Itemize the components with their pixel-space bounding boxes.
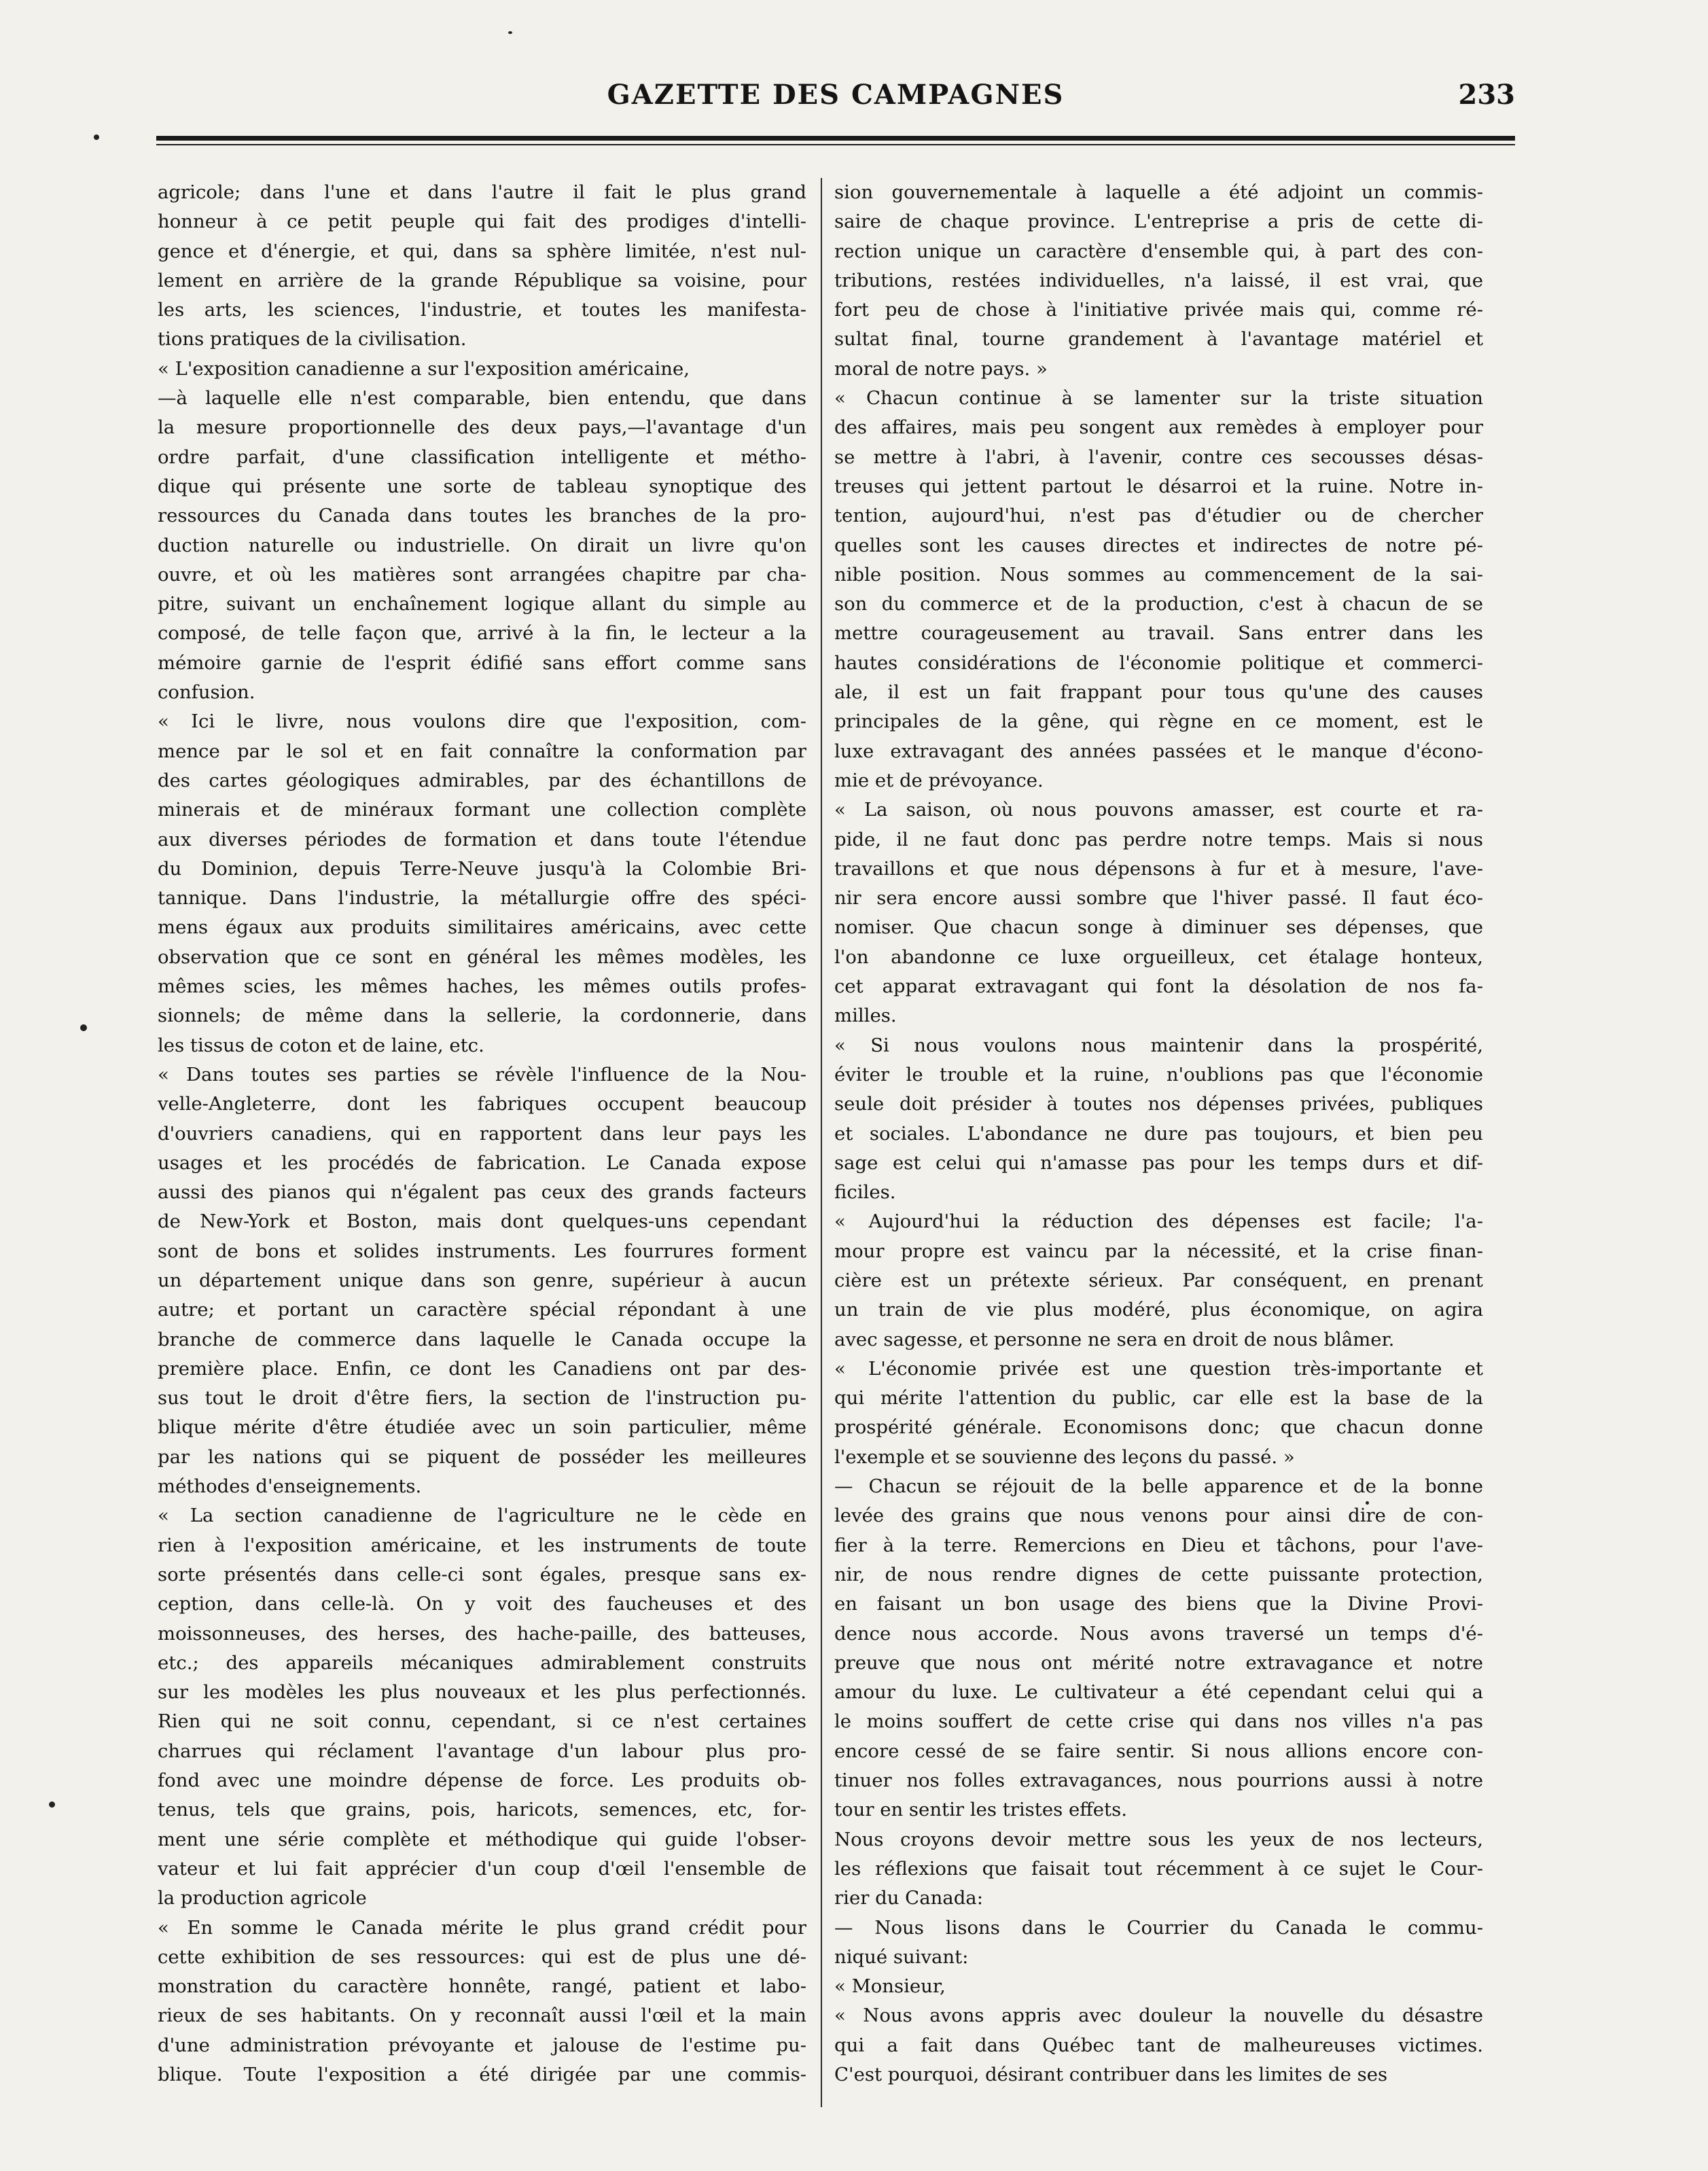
text-line: qui mérite l'attention du public, car elle est la base de la (834, 1387, 1483, 1410)
text-line: rier du Canada: (834, 1887, 983, 1909)
text-line: sur les modèles les plus nouveaux et les plus perfectionnés. (158, 1681, 806, 1704)
text-line: composé, de telle façon que, arrivé à la fin, le lecteur a la (158, 622, 806, 645)
text-line: autre; et portant un caractère spécial répondant à une (158, 1299, 806, 1321)
text-line: « La section canadienne de l'agriculture ne le cède en (158, 1505, 806, 1527)
text-line: mêmes scies, les mêmes haches, les mêmes outils profes- (158, 975, 806, 998)
text-line: nir, de nous rendre dignes de cette puissante protection, (834, 1563, 1483, 1585)
text-line: dence nous accorde. Nous avons traversé un temps d'é- (834, 1622, 1483, 1645)
text-line: « L'économie privée est une question très-importante et (834, 1357, 1483, 1380)
text-line: méthodes d'enseignements. (158, 1475, 422, 1498)
text-line: pide, il ne faut donc pas perdre notre temps. Mais si nous (834, 828, 1483, 850)
text-line: tions pratiques de la civilisation. (158, 328, 467, 351)
header-rule-thin (156, 144, 1515, 145)
text-line: C'est pourquoi, désirant contribuer dans les limites de ses (834, 2064, 1388, 2085)
text-line: éviter le trouble et la ruine, n'oublions pas que l'économie (834, 1063, 1483, 1086)
text-line: saire de chaque province. L'entreprise a pris de cette di- (834, 211, 1483, 233)
text-line: — Nous lisons dans le Courrier du Canada le commu- (834, 1916, 1483, 1939)
text-line: niqué suivant: (834, 1945, 969, 1968)
text-line: rien à l'exposition américaine, et les instruments de toute (158, 1534, 806, 1556)
text-line: son du commerce et de la production, c'est à chacun de se (834, 593, 1483, 615)
text-line: nible position. Nous sommes au commencement de la sai- (834, 563, 1483, 586)
text-line: preuve que nous ont mérité notre extravagance et notre (834, 1651, 1483, 1674)
ink-speck (94, 134, 99, 140)
text-line: « Aujourd'hui la réduction des dépenses est facile; l'a- (834, 1210, 1483, 1233)
text-line: des affaires, mais peu songent aux remèdes à employer pour (834, 416, 1483, 439)
text-line: ment une série complète et méthodique qui guide l'obser- (158, 1828, 806, 1850)
text-line: qui a fait dans Québec tant de malheureuses victimes. (834, 2034, 1483, 2056)
text-line: sultat final, tourne grandement à l'avantage matériel et (834, 328, 1483, 351)
text-line: aussi des pianos qui n'égalent pas ceux des grands facteurs (158, 1181, 806, 1204)
text-line: cet apparat extravagant qui font la désolation de nos fa- (834, 975, 1483, 998)
text-line: tenus, tels que grains, pois, haricots, semences, etc, for- (158, 1799, 806, 1821)
text-line: rieux de ses habitants. On y reconnaît aussi l'œil et la main (158, 2005, 806, 2027)
text-line: mens égaux aux produits similitaires américains, avec cette (158, 916, 806, 939)
text-line: et sociales. L'abondance ne dure pas toujours, et bien peu (834, 1122, 1483, 1145)
text-line: « Ici le livre, nous voulons dire que l'exposition, com- (158, 711, 806, 733)
text-line: « La saison, où nous pouvons amasser, est courte et ra- (834, 799, 1483, 821)
text-line: rection unique un caractère d'ensemble qui, à part des con- (834, 240, 1483, 262)
text-line: vateur et lui fait apprécier d'un coup d'œil l'ensemble de (158, 1857, 806, 1880)
text-line: observation que ce sont en général les mêmes modèles, les (158, 946, 806, 968)
text-line: mence par le sol et en fait connaître la conformation par (158, 740, 806, 762)
text-line: usages et les procédés de fabrication. Le Canada expose (158, 1151, 806, 1174)
text-line: sionnels; de même dans la sellerie, la cordonnerie, dans (158, 1005, 806, 1027)
page-number: 233 (1458, 79, 1515, 111)
text-line: les arts, les sciences, l'industrie, et toutes les manifesta- (158, 299, 806, 321)
text-line: principales de la gêne, qui règne en ce moment, est le (834, 711, 1483, 733)
text-line: gence et d'énergie, et qui, dans sa sphère limitée, n'est nul- (158, 240, 806, 262)
text-line: ficiles. (834, 1181, 896, 1204)
text-line: d'une administration prévoyante et jalouse de l'estime pu- (158, 2034, 806, 2056)
text-line: charrues qui réclament l'avantage d'un labour plus pro- (158, 1740, 806, 1762)
text-line: etc.; des appareils mécaniques admirablement construits (158, 1651, 806, 1674)
text-line: tention, aujourd'hui, n'est pas d'étudier ou de chercher (834, 505, 1483, 527)
text-line: les réflexions que faisait tout récemment à ce sujet le Cour- (834, 1857, 1483, 1880)
text-line: mour propre est vaincu par la nécessité, et la crise finan- (834, 1240, 1483, 1262)
text-line: la mesure proportionnelle des deux pays,—l'avantage d'un (158, 416, 806, 439)
text-line: « Si nous voulons nous maintenir dans la prospérité, (834, 1034, 1483, 1056)
text-line: cette exhibition de ses ressources: qui est de plus une dé- (158, 1945, 806, 1968)
text-line: se mettre à l'abri, à l'avenir, contre ces secousses désas- (834, 446, 1483, 468)
text-line: l'on abandonne ce luxe orgueilleux, cet étalage honteux, (834, 946, 1483, 968)
text-line: prospérité générale. Economisons donc; que chacun donne (834, 1416, 1483, 1439)
text-line: sorte présentés dans celle-ci sont égales, presque sans ex- (158, 1563, 806, 1585)
text-line: première place. Enfin, ce dont les Canadiens ont par des- (158, 1357, 806, 1380)
text-line: par les nations qui se piquent de posséder les meilleures (158, 1446, 806, 1468)
text-line: amour du luxe. Le cultivateur a été cependant celui qui a (834, 1681, 1483, 1704)
text-line: duction naturelle ou industrielle. On dirait un livre qu'on (158, 534, 806, 556)
text-line: Rien qui ne soit connu, cependant, si ce n'est certaines (158, 1710, 806, 1733)
text-line: « Monsieur, (834, 1975, 946, 1998)
text-line: pitre, suivant un enchaînement logique allant du simple au (158, 593, 806, 615)
text-line: des cartes géologiques admirables, par des échantillons de (158, 769, 806, 791)
text-line: fond avec une moindre dépense de force. Les produits ob- (158, 1770, 806, 1792)
ink-speck (80, 1024, 87, 1031)
text-line: travaillons et que nous dépensons à fur et à mesure, l'ave- (834, 857, 1483, 880)
text-line: « Nous avons appris avec douleur la nouvelle du désastre (834, 2005, 1483, 2027)
text-line: mie et de prévoyance. (834, 769, 1044, 791)
ink-speck (508, 31, 512, 34)
text-line: tinuer nos folles extravagances, nous pourrions aussi à notre (834, 1770, 1483, 1792)
text-line: branche de commerce dans laquelle le Canada occupe la (158, 1328, 806, 1350)
newspaper-title: GAZETTE DES CAMPAGNES (607, 79, 1065, 111)
text-line: milles. (834, 1005, 897, 1027)
text-line: seule doit présider à toutes nos dépenses privées, publiques (834, 1093, 1483, 1115)
ink-speck (1366, 1501, 1369, 1505)
text-line: d'ouvriers canadiens, qui en rapportent dans leur pays les (158, 1122, 806, 1145)
text-line: Nous croyons devoir mettre sous les yeux de nos lecteurs, (834, 1828, 1483, 1850)
text-line: ale, il est un fait frappant pour tous qu'une des causes (834, 681, 1483, 704)
text-line: du Dominion, depuis Terre-Neuve jusqu'à la Colombie Bri- (158, 857, 806, 880)
text-line: ouvre, et où les matières sont arrangées chapitre par cha- (158, 563, 806, 586)
text-line: sion gouvernementale à laquelle a été adjoint un commis- (834, 181, 1483, 203)
text-line: levée des grains que nous venons pour ainsi dire de con- (834, 1505, 1483, 1527)
text-line: un département unique dans son genre, supérieur à aucun (158, 1269, 806, 1291)
text-line: monstration du caractère honnête, rangé, patient et labo- (158, 1975, 806, 1998)
text-line: « En somme le Canada mérite le plus grand crédit pour (158, 1916, 806, 1939)
column-divider (821, 178, 822, 2107)
text-line: honneur à ce petit peuple qui fait des prodiges d'intelli- (158, 211, 806, 233)
text-line: moral de notre pays. » (834, 357, 1048, 380)
text-line: tannique. Dans l'industrie, la métallurgie offre des spéci- (158, 887, 806, 910)
text-line: treuses qui jettent partout le désarroi et la ruine. Notre in- (834, 475, 1483, 497)
text-line: un train de vie plus modéré, plus économique, on agira (834, 1299, 1483, 1321)
text-line: encore cessé de se faire sentir. Si nous allions encore con- (834, 1740, 1483, 1762)
text-line: les tissus de coton et de laine, etc. (158, 1034, 484, 1056)
header-rule (156, 136, 1515, 141)
text-line: fort peu de chose à l'initiative privée mais qui, comme ré- (834, 299, 1483, 321)
text-line: nomiser. Que chacun songe à diminuer ses dépenses, que (834, 916, 1483, 939)
text-line: de New-York et Boston, mais dont quelques-uns cependant (158, 1210, 806, 1233)
text-line: avec sagesse, et personne ne sera en droit de nous blâmer. (834, 1328, 1395, 1350)
text-line: — Chacun se réjouit de la belle apparence et de la bonne (834, 1475, 1483, 1498)
text-line: la production agricole (158, 1887, 367, 1909)
text-line: blique. Toute l'exposition a été dirigée par une commis- (158, 2064, 806, 2085)
text-line: ception, dans celle-là. On y voit des faucheuses et des (158, 1593, 806, 1615)
text-line: mémoire garnie de l'esprit édifié sans effort comme sans (158, 651, 806, 674)
text-line: « Chacun continue à se lamenter sur la triste situation (834, 387, 1483, 410)
text-line: mettre courageusement au travail. Sans entrer dans les (834, 622, 1483, 645)
text-line: ressources du Canada dans toutes les branches de la pro- (158, 505, 806, 527)
text-line: luxe extravagant des années passées et le manque d'écono- (834, 740, 1483, 762)
text-line: confusion. (158, 681, 255, 704)
text-line: tour en sentir les tristes effets. (834, 1799, 1127, 1821)
ink-speck (49, 1801, 55, 1808)
text-line: lement en arrière de la grande République sa voisine, pour (158, 269, 806, 291)
text-line: quelles sont les causes directes et indirectes de notre pé- (834, 534, 1483, 556)
text-line: « Dans toutes ses parties se révèle l'influence de la Nou- (158, 1063, 806, 1086)
text-line: aux diverses périodes de formation et dans toute l'étendue (158, 828, 806, 850)
text-line: sage est celui qui n'amasse pas pour les temps durs et dif- (834, 1151, 1483, 1174)
text-line: ordre parfait, d'une classification intelligente et métho- (158, 446, 806, 468)
text-line: le moins souffert de cette crise qui dans nos villes n'a pas (834, 1710, 1483, 1733)
text-line: l'exemple et se souvienne des leçons du passé. » (834, 1446, 1295, 1468)
text-line: hautes considérations de l'économie politique et commerci- (834, 651, 1483, 674)
text-line: sont de bons et solides instruments. Les fourrures forment (158, 1240, 806, 1262)
text-line: minerais et de minéraux formant une collection complète (158, 799, 806, 821)
right-column (834, 178, 1483, 2089)
text-line: cière est un prétexte sérieux. Par conséquent, en prenant (834, 1269, 1483, 1291)
text-line: « L'exposition canadienne a sur l'exposition américaine, (158, 357, 690, 380)
text-line: dique qui présente une sorte de tableau synoptique des (158, 475, 806, 497)
text-line: fier à la terre. Remercions en Dieu et tâchons, pour l'ave- (834, 1534, 1483, 1556)
left-column (158, 178, 806, 2089)
text-line: velle-Angleterre, dont les fabriques occupent beaucoup (158, 1093, 806, 1115)
text-line: en faisant un bon usage des biens que la Divine Provi- (834, 1593, 1483, 1615)
text-line: —à laquelle elle n'est comparable, bien entendu, que dans (158, 387, 806, 410)
text-line: blique mérite d'être étudiée avec un soin particulier, même (158, 1416, 806, 1439)
text-line: moissonneuses, des herses, des hache-paille, des batteuses, (158, 1622, 806, 1645)
text-line: sus tout le droit d'être fiers, la section de l'instruction pu- (158, 1387, 806, 1410)
text-line: nir sera encore aussi sombre que l'hiver passé. Il faut éco- (834, 887, 1483, 910)
masthead (156, 78, 1515, 119)
text-line: tributions, restées individuelles, n'a laissé, il est vrai, que (834, 269, 1483, 291)
text-line: agricole; dans l'une et dans l'autre il fait le plus grand (158, 181, 806, 203)
